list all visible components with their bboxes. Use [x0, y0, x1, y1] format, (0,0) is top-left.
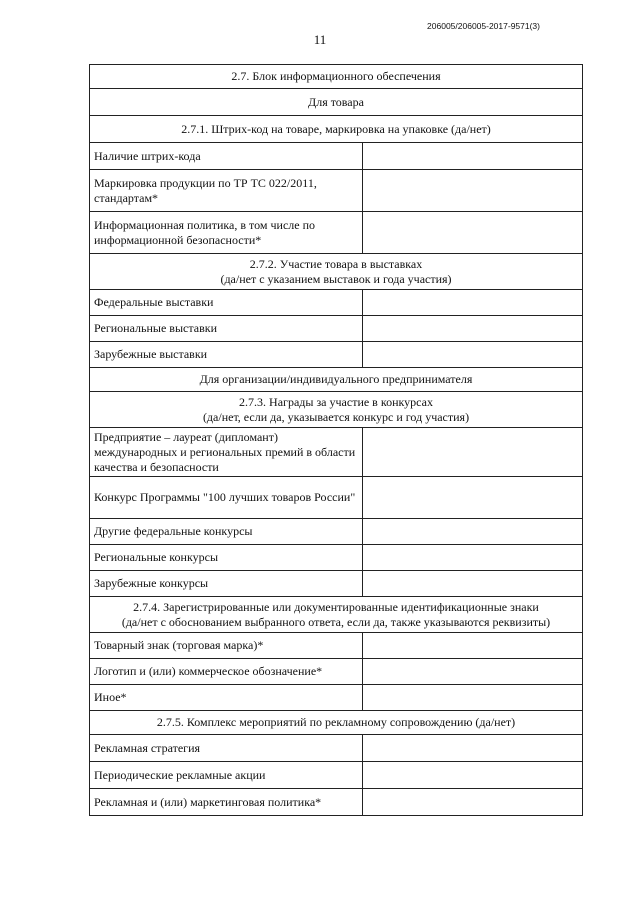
top100-contest-value-cell[interactable] [363, 477, 583, 519]
table-row [90, 571, 583, 597]
marking-label: Маркировка продукции по ТР ТС 022/2011, стандартам* [90, 170, 363, 212]
for-org-heading: Для организации/индивидуального предпринимателя [90, 368, 583, 392]
top100-contest-label: Конкурс Программы "100 лучших товаров России" [90, 477, 363, 519]
section-2-7-3-title: 2.7.3. Награды за участие в конкурсах [239, 394, 433, 409]
table-row [90, 170, 583, 212]
section-2-7-2-title: 2.7.2. Участие товара в выставках [249, 256, 423, 271]
barcode-value-cell[interactable] [363, 143, 583, 170]
other-federal-contests-label: Другие федеральные конкурсы [90, 519, 363, 545]
regional-contests-value-cell[interactable] [363, 545, 583, 571]
foreign-exhibitions-value-cell[interactable] [363, 342, 583, 368]
section-2-7-4-title: 2.7.4. Зарегистрированные или документированные идентификационные знаки [133, 599, 539, 614]
table-row [90, 633, 583, 659]
table-row [90, 290, 583, 316]
table-row [90, 428, 583, 477]
regional-contests-label: Региональные конкурсы [90, 545, 363, 571]
federal-exhibitions-value-cell[interactable] [363, 290, 583, 316]
periodic-ad-value-cell[interactable] [363, 762, 583, 789]
laureate-value-cell[interactable] [363, 428, 583, 477]
table-row [90, 212, 583, 254]
for-product-heading: Для товара [90, 89, 583, 116]
marketing-policy-label: Рекламная и (или) маркетинговая политика* [90, 789, 363, 816]
ad-strategy-value-cell[interactable] [363, 735, 583, 762]
laureate-label: Предприятие – лауреат (дипломант) международных и региональных премий в области качества и безопасности [90, 428, 363, 477]
info-policy-value-cell[interactable] [363, 212, 583, 254]
table-row [90, 316, 583, 342]
foreign-contests-value-cell[interactable] [363, 571, 583, 597]
federal-exhibitions-label: Федеральные выставки [90, 290, 363, 316]
table-row [90, 685, 583, 711]
ad-strategy-label: Рекламная стратегия [90, 735, 363, 762]
section-2-7-5-title: 2.7.5. Комплекс мероприятий по рекламному сопровождению (да/нет) [90, 711, 583, 735]
table-row [90, 735, 583, 762]
foreign-contests-label: Зарубежные конкурсы [90, 571, 363, 597]
marketing-policy-value-cell[interactable] [363, 789, 583, 816]
info-support-table [89, 64, 583, 816]
other-signs-value-cell[interactable] [363, 685, 583, 711]
table-row [90, 143, 583, 170]
section-2-7-1-title: 2.7.1. Штрих-код на товаре, маркировка на упаковке (да/нет) [90, 116, 583, 143]
section-2-7-3-heading [90, 392, 583, 428]
table-row [90, 342, 583, 368]
section-2-7-2-heading [90, 254, 583, 290]
section-2-7-3-subtitle: (да/нет, если да, указывается конкурс и год участия) [202, 409, 470, 424]
table-row [90, 519, 583, 545]
page-number: 11 [313, 32, 327, 47]
foreign-exhibitions-label: Зарубежные выставки [90, 342, 363, 368]
section-2-7-2-subtitle: (да/нет с указанием выставок и года участия) [220, 271, 452, 286]
table-row [90, 545, 583, 571]
other-federal-contests-value-cell[interactable] [363, 519, 583, 545]
logo-label: Логотип и (или) коммерческое обозначение* [90, 659, 363, 685]
table-row [90, 477, 583, 519]
other-signs-label: Иное* [90, 685, 363, 711]
logo-value-cell[interactable] [363, 659, 583, 685]
table-row [90, 789, 583, 816]
marking-value-cell[interactable] [363, 170, 583, 212]
regional-exhibitions-value-cell[interactable] [363, 316, 583, 342]
section-2-7-4-heading [90, 597, 583, 633]
trademark-label: Товарный знак (торговая марка)* [90, 633, 363, 659]
periodic-ad-label: Периодические рекламные акции [90, 762, 363, 789]
block-title: 2.7. Блок информационного обеспечения [90, 65, 583, 89]
document-id: 206005/206005-2017-9571(3) [427, 21, 540, 31]
trademark-value-cell[interactable] [363, 633, 583, 659]
section-2-7-4-subtitle: (да/нет с обоснованием выбранного ответа, если да, также указываются реквизиты) [121, 614, 551, 629]
barcode-label: Наличие штрих-кода [90, 143, 363, 170]
table-row [90, 762, 583, 789]
info-policy-label: Информационная политика, в том числе по информационной безопасности* [90, 212, 363, 254]
table-row [90, 659, 583, 685]
regional-exhibitions-label: Региональные выставки [90, 316, 363, 342]
